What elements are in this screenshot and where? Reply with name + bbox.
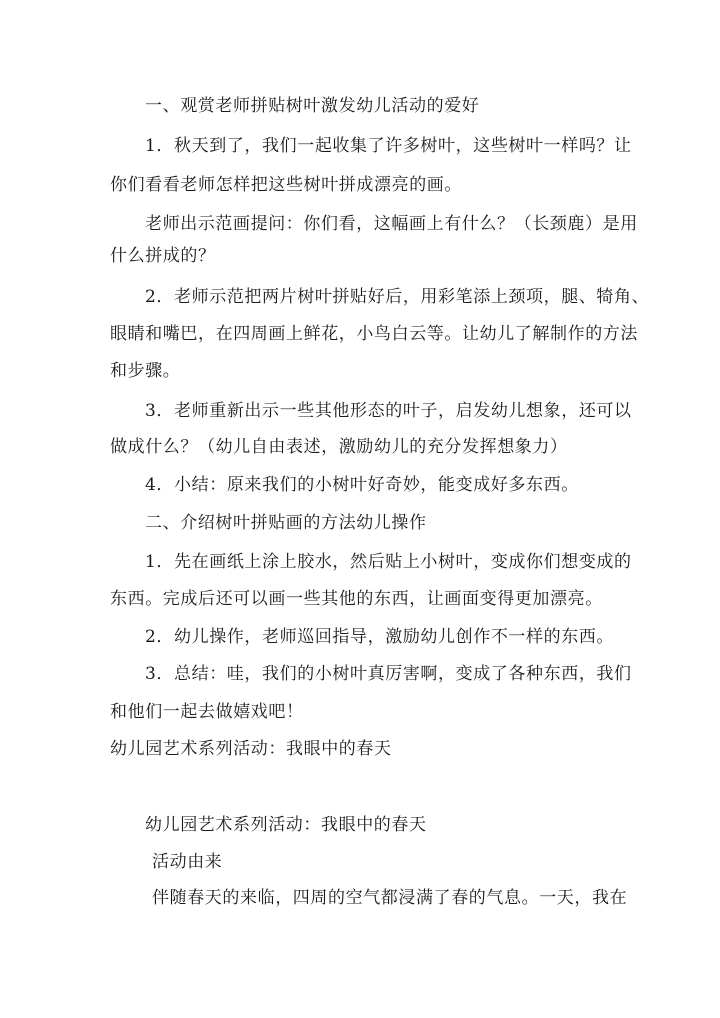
paragraph-line: 3．老师重新出示一些其他形态的叶子，启发幼儿想象，还可以: [145, 401, 632, 421]
paragraph-line: 做成什么？（幼儿自由表述，激励幼儿的充分发挥想象力）: [110, 437, 568, 457]
paragraph-line: 和他们一起去做嬉戏吧！: [110, 702, 304, 722]
document-title: 幼儿园艺术系列活动：我眼中的春天: [145, 815, 427, 835]
paragraph-line: 你们看看老师怎样把这些树叶拼成漂亮的画。: [110, 175, 462, 195]
paragraph-line: 伴随春天的来临，四周的空气都浸满了春的气息。一天，我在: [152, 888, 628, 908]
paragraph-line: 4．小结：原来我们的小树叶好奇妙，能变成好多东西。: [145, 475, 579, 495]
document-title: 幼儿园艺术系列活动：我眼中的春天: [110, 739, 392, 759]
subsection-heading: 活动由来: [152, 852, 223, 872]
paragraph-line: 1．先在画纸上涂上胶水，然后贴上小树叶，变成你们想变成的: [145, 552, 632, 572]
paragraph-line: 2．老师示范把两片树叶拼贴好后，用彩笔添上颈项，腿、犄角、: [145, 287, 650, 307]
paragraph-line: 1．秋天到了，我们一起收集了许多树叶，这些树叶一样吗？让: [145, 136, 632, 156]
paragraph-line: 老师出示范画提问：你们看，这幅画上有什么？（长颈鹿）是用: [145, 214, 638, 234]
paragraph-line: 2．幼儿操作，老师巡回指导，激励幼儿创作不一样的东西。: [145, 627, 615, 647]
section-heading: 二、介绍树叶拼贴画的方法幼儿操作: [145, 513, 427, 533]
section-heading: 一、观赏老师拼贴树叶激发幼儿活动的爱好: [145, 96, 480, 116]
paragraph-line: 东西。完成后还可以画一些其他的东西，让画面变得更加漂亮。: [110, 589, 603, 609]
paragraph-line: 3．总结：哇，我们的小树叶真厉害啊，变成了各种东西，我们: [145, 664, 632, 684]
paragraph-line: 眼睛和嘴巴，在四周画上鲜花，小鸟白云等。让幼儿了解制作的方法: [110, 324, 638, 344]
paragraph-line: 什么拼成的？: [110, 246, 216, 266]
paragraph-line: 和步骤。: [110, 361, 181, 381]
